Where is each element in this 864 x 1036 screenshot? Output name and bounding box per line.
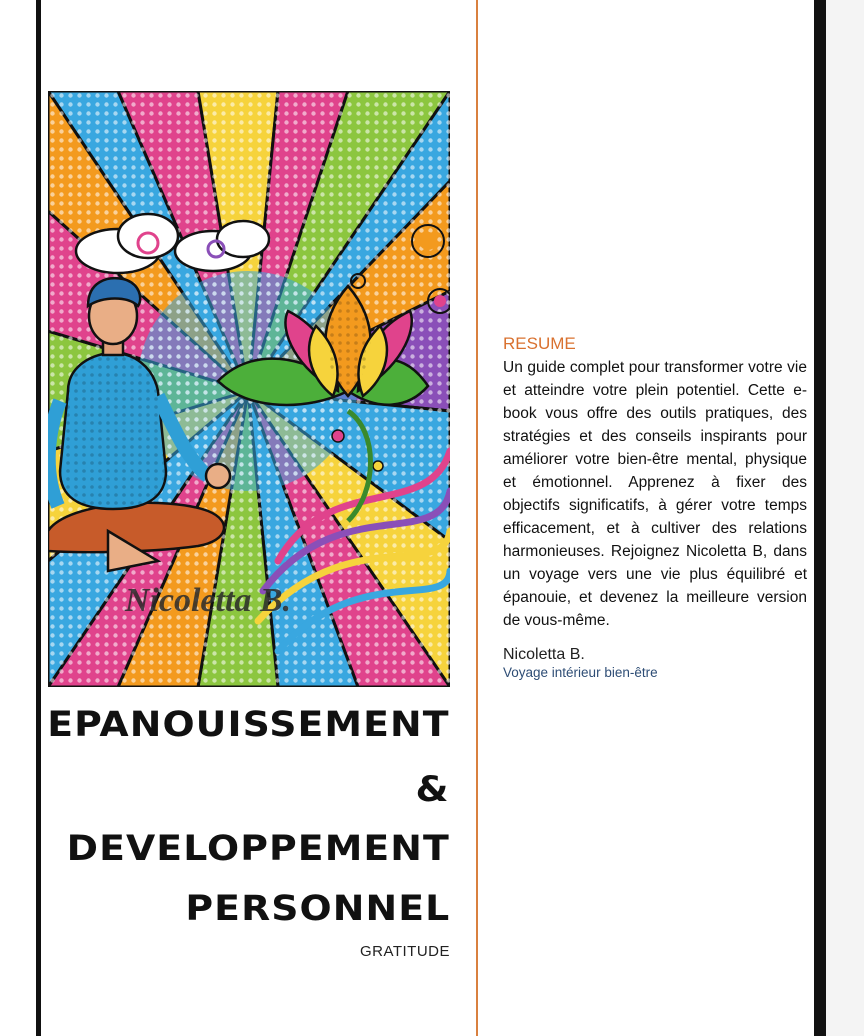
book-subtitle: GRATITUDE: [359, 943, 450, 960]
title-line-developpement: DEVELOPPEMENT: [66, 829, 450, 869]
author-tagline: Voyage intérieur bien-être: [503, 665, 658, 680]
title-line-epanouissement: EPANOUISSEMENT: [47, 705, 450, 745]
summary-section: [503, 334, 807, 680]
pop-art-meditation-image: [48, 91, 450, 687]
page-divider-line: [476, 0, 478, 1036]
cover-signature: Nicoletta B.: [124, 582, 292, 619]
margin-strip: [826, 0, 864, 1036]
author-name: Nicoletta B.: [503, 646, 585, 663]
cover-illustration: [48, 91, 450, 687]
summary-text: Un guide complet pour transformer votre vie et atteindre votre plein potentiel. Cette e-book vous offre des outils pratiques, des stratégies et des conseils inspirants pour améliorer votre bien-être mental, physique et émotionnel. Apprenez à fixer des objectifs significatifs, à gérer votre temps efficacement, et à cultiver des relations harmonieuses. Rejoignez Nicoletta B, dans un voyage vers une vie plus équilibré et épanouie, et devenez la meilleure version de vous-même.: [503, 359, 807, 629]
title-ampersand: &: [415, 770, 450, 810]
summary-heading: RESUME: [503, 334, 576, 353]
title-line-personnel: PERSONNEL: [185, 889, 450, 929]
right-page-edge: [814, 0, 826, 1036]
left-page-edge: [36, 0, 41, 1036]
